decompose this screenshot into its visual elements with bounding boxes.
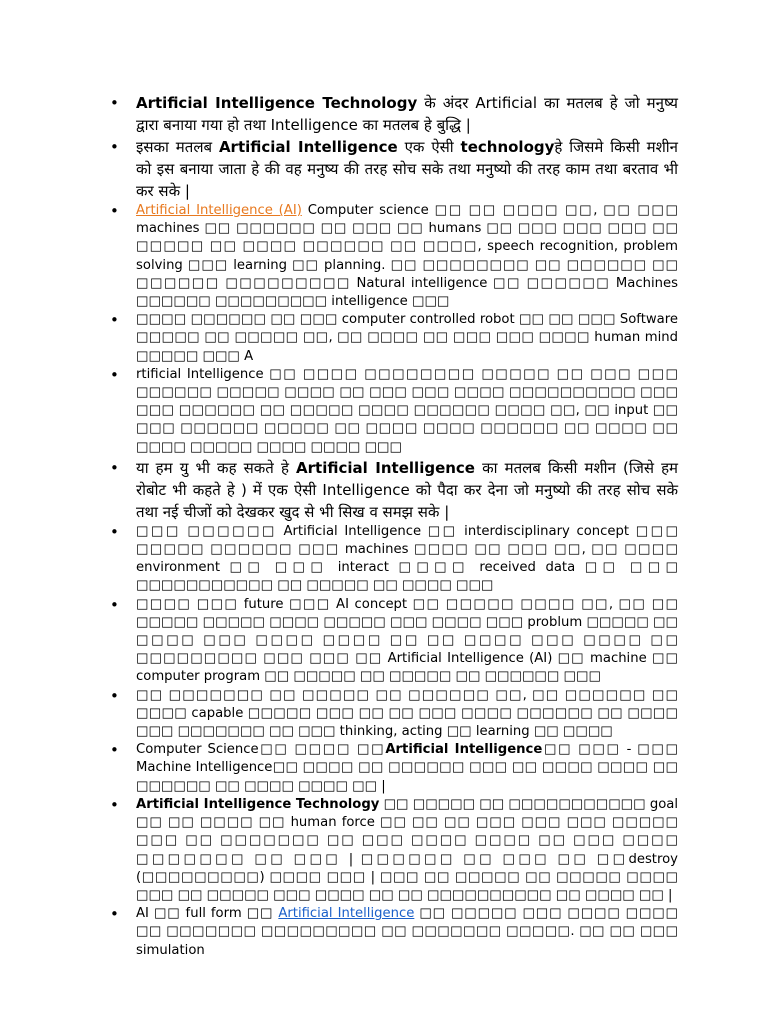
bullet-item [110,366,678,457]
bold-text-segment: Artificial Intelligence [296,458,475,477]
text-segment: □□ □□□□□ □□□ □□□□ □□□□ □□ □□□□□□□ □□□□□□□□□ □□ □□□□□□□ □□□□□. □□ □□ □□□ simulation [136,906,678,958]
text-segment: AI □□ full form □□ [136,906,279,922]
bullet-item [110,311,678,366]
text-segment: □□ □□□□□ □□ □□□□□□□□□□□ goal □□ □□ □□□□ □□ human force □□ □□ □□ □□□ □□□ □□□ □□□□□ □□□ □□ □□□□□□□ □□ □□□ □□□□ □□□□ □□ □□□ □□□□ □□□□□□□ □□ □□□ | □□□□□□ □□ □□□ □□ □□destroy (□□□□□□□□□) □□□□ □□□ | □□□ □□ □□□□□ □□ □□□□□ □□□□ □□□ □□ □□□□□ □□□ □□□□ □□ □□ □□□□□□□□□□ □□ □□□□ □□ | [136,796,679,903]
text-segment: □□ □□□ - □□□ Machine Intelligence□□ □□□□ □□ □□□□□□ □□□ □□ □□□□ □□□□ □□ □□□□□□ □□ □□□□ □□□□ □□ | [136,742,679,794]
bullet-item [110,741,678,796]
hyperlink[interactable]: Artificial Intelligence [278,906,415,922]
bold-text-segment: technology [460,138,555,156]
text-segment: का मतलब किसी मशीन (जिसे हम रोबोट भी कहते हे ) में एक ऐसी Intelligence को पैदा कर देना जो मनुष्यो की तरह सोच सके तथा नई चीजों को देखकर खुद से भी सिख व समझ सके | [136,458,679,521]
bullet-item [110,905,678,960]
bullet-item [110,202,678,311]
text-segment: या हम यु भी कह सकते हे [136,458,297,477]
text-segment: □□□□ □□□ future □□□ AI concept □□ □□□□□ □□□□ □□, □□ □□ □□□□□ □□□□□ □□□□ □□□□□ □□□ □□□□ □□□ problum □□□□□ □□ □□□□ □□□ □□□□ □□□□ □□ □□ □□□□ □□□ □□□□ □□ □□□□□□□□□ □□□ □□□ □□ Artificial Intelligence (AI) □□ machine □□ computer program □□ □□□□□ □□ □□□□□ □□ □□□□□□ □□□ [136,596,678,685]
text-segment: □□□ □□□□□□ Artificial Intelligence □□ interdisciplinary concept □□□ □□□□□ □□□□□□ □□□ machines □□□□ □□ □□□ □□, □□ □□□□ environment □□ □□□ interact □□□□ received data □□ □□□ □□□□□□□□□□□ □□ □□□□□ □□ □□□□ □□□ [136,523,678,594]
text-segment: Computer Science□□ □□□□ □□ [136,742,386,758]
bullet-item [110,687,678,742]
bullet-item [110,596,678,687]
bullet-item [110,457,678,523]
text-segment: rtificial Intelligence □□ □□□□ □□□□□□□□ □□□□□ □□ □□□ □□□ □□□□□□ □□□□□ □□□□ □□ □□□ □□□ □□□□ □□□□□□□□□□ □□□ □□□ □□□□□□ □□ □□□□□ □□□□ □□□□□□ □□□□ □□, □□ input □□ □□□ □□□□□□ □□□□□ □□ □□□□ □□□□ □□□□□□ □□ □□□□ □□ □□□□ □□□□□ □□□□ □□□□ □□□ [136,366,678,455]
text-segment: एक ऐसी [397,138,461,156]
text-segment: □□□□ □□□□□□ □□ □□□ computer controlled robot □□ □□ □□□ Software □□□□□ □□ □□□□□ □□, □□ □□□□ □□ □□□ □□□ □□□□ human mind □□□□□ □□□ A [136,312,678,364]
bullet-item [110,796,678,905]
bold-text-segment: Artificial Intelligence [218,138,398,156]
bullet-item [110,92,678,136]
bullet-item [110,523,678,596]
bullet-item [110,136,678,202]
text-segment: हे जिसमे किसी मशीन को इस बनाया जाता हे की वह मनुष्य की तरह सोच सके तथा मनुष्यो की तरह काम तथा बरताव भी कर सके | [136,138,678,200]
text-segment: Computer science □□ □□ □□□□ □□, □□ □□□ machines □□ □□□□□□ □□ □□□ □□ humans □□ □□□ □□□ □□□ □□ □□□□□ □□ □□□□ □□□□□□ □□ □□□□, speech recognition, problem solving □□□ learning □□ planning. □□ □□□□□□□□ □□ □□□□□□ □□ □□□□□□ □□□□□□□□□ Natural intelligence □□ □□□□□□ Machines □□□□□□ □□□□□□□□□ intelligence □□□ [136,203,679,310]
text-segment: इसका मतलब [136,138,219,156]
bold-text-segment: Artificial Intelligence Technology [136,796,380,812]
bullet-list [110,92,678,960]
text-segment: □□ □□□□□□□ □□ □□□□□ □□ □□□□□□ □□, □□ □□□□□□ □□ □□□□ capable □□□□□ □□□ □□ □□ □□□ □□□□ □□□□□□ □□ □□□□ □□□ □□□□□□□ □□ □□□ thinking, acting □□ learning □□ □□□□ [136,687,678,740]
bold-text-segment: Artificial Intelligence Technology [136,94,418,112]
hyperlink[interactable]: Artificial Intelligence (AI) [136,203,302,218]
bold-text-segment: Artificial Intelligence [385,742,543,758]
text-segment: के अंदर Artificial का मतलब हे जो मनुष्य द्वारा बनाया गया हो तथा Intelligence का मतलब हे बुद्धि | [136,94,679,134]
